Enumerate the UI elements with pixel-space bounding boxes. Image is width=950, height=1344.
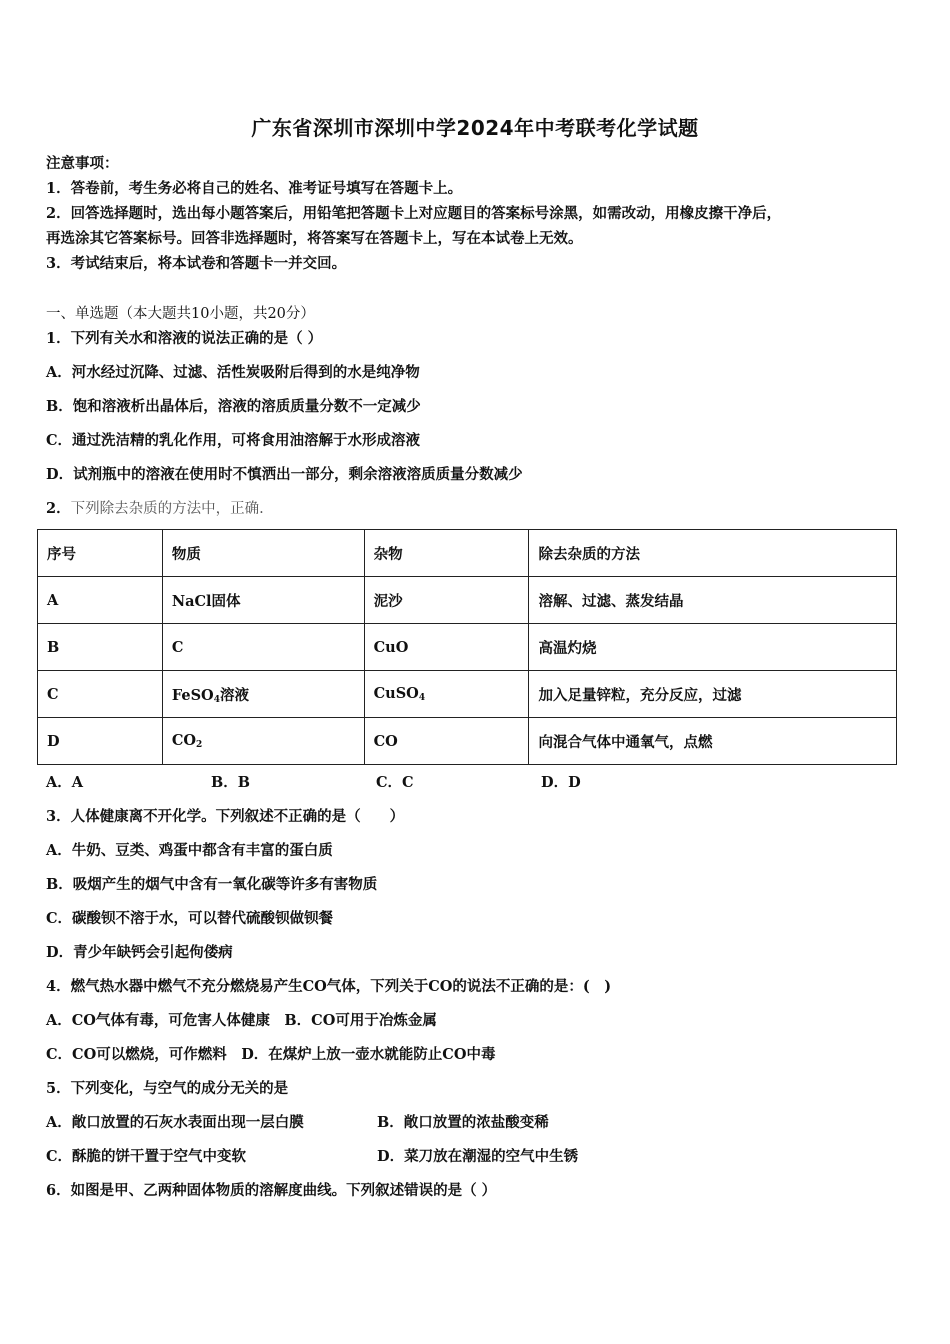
notice-item: 2．回答选择题时，选出每小题答案后，用铅笔把答题卡上对应题目的答案标号涂黑，如需改动，用橡皮擦干净后，: [46, 205, 782, 222]
section-heading: 一、单选题（本大题共10小题，共20分）: [46, 306, 315, 322]
q4-options-ab: A．CO气体有毒，可危害人体健康 B．CO可用于冶炼金属: [46, 1012, 437, 1029]
notice-item: 1．答卷前，考生务必将自己的姓名、准考证号填写在答题卡上。: [46, 180, 463, 197]
notice-item: 再选涂其它答案标号。回答非选择题时，将答案写在答题卡上，写在本试卷上无效。: [46, 230, 583, 247]
impurity-table: [37, 529, 897, 765]
q6-stem: 6．如图是甲、乙两种固体物质的溶解度曲线。下列叙述错误的是（ ）: [46, 1182, 497, 1199]
q1-option-a: A．河水经过沉降、过滤、活性炭吸附后得到的水是纯净物: [46, 364, 420, 381]
q3-option-c: C．碳酸钡不溶于水，可以替代硫酸钡做钡餐: [46, 910, 334, 927]
subscript: 4: [213, 694, 220, 705]
q5-stem: 5．下列变化，与空气的成分无关的是: [46, 1080, 289, 1097]
table-header: 序号: [38, 530, 163, 577]
q2-option-b: B．B: [211, 774, 251, 791]
formula-suffix: 溶液: [219, 686, 249, 704]
q4-options-cd: C．CO可以燃烧，可作燃料 D．在煤炉上放一壶水就能防止CO中毒: [46, 1046, 496, 1063]
row-substance: [162, 718, 364, 765]
row-id: B: [38, 624, 163, 671]
q2-option-d: D．D: [541, 774, 581, 791]
q1-option-c: C．通过洗洁精的乳化作用，可将食用油溶解于水形成溶液: [46, 432, 421, 449]
q3-option-b: B．吸烟产生的烟气中含有一氧化碳等许多有害物质: [46, 876, 378, 893]
row-id: A: [38, 577, 163, 624]
q1-option-b: B．饱和溶液析出晶体后，溶液的溶质质量分数不一定减少: [46, 398, 421, 415]
row-substance: NaCl固体: [162, 577, 364, 624]
row-method: 加入足量锌粒，充分反应，过滤: [529, 671, 897, 718]
notice-item: 3．考试结束后，将本试卷和答题卡一并交回。: [46, 255, 347, 272]
table-row: [38, 718, 897, 765]
row-method: 高温灼烧: [529, 624, 897, 671]
q1-stem: 1．下列有关水和溶液的说法正确的是（ ）: [46, 330, 323, 347]
q3-stem: 3．人体健康离不开化学。下列叙述不正确的是（ ）: [46, 808, 405, 825]
subscript: 2: [196, 740, 203, 750]
subscript: 4: [418, 693, 426, 703]
formula: CuSO: [373, 685, 419, 702]
q5-option-d: D．菜刀放在潮湿的空气中生锈: [377, 1148, 579, 1165]
q5-option-a: A．敞口放置的石灰水表面出现一层白膜: [46, 1114, 304, 1131]
row-substance: C: [162, 624, 364, 671]
table-header: 杂物: [364, 530, 529, 577]
row-id: C: [38, 671, 163, 718]
row-substance: [162, 671, 364, 718]
row-id: D: [38, 718, 163, 765]
formula: FeSO: [171, 686, 214, 704]
notice-heading: 注意事项：: [46, 155, 119, 172]
q2-text: 下列除去杂质的方法中，正确.: [70, 501, 264, 517]
q2-option-c: C．C: [376, 774, 414, 791]
table-row: [38, 671, 897, 718]
q5-option-b: B．敞口放置的浓盐酸变稀: [377, 1114, 549, 1131]
q1-option-d: D．试剂瓶中的溶液在使用时不慎洒出一部分，剩余溶液溶质质量分数减少: [46, 466, 523, 483]
q3-option-a: A．牛奶、豆类、鸡蛋中都含有丰富的蛋白质: [46, 842, 333, 859]
row-impurity: 泥沙: [364, 577, 529, 624]
table-row: [38, 577, 897, 624]
row-method: 溶解、过滤、蒸发结晶: [529, 577, 897, 624]
row-impurity: [364, 671, 529, 718]
row-impurity: CuO: [364, 624, 529, 671]
q5-option-c: C．酥脆的饼干置于空气中变软: [46, 1148, 247, 1165]
q2-stem: [46, 497, 264, 518]
row-impurity: CO: [364, 718, 529, 765]
table-header-row: [38, 530, 897, 577]
table-header: 除去杂质的方法: [529, 530, 897, 577]
table-header: 物质: [162, 530, 364, 577]
table-row: [38, 624, 897, 671]
q4-stem: 4．燃气热水器中燃气不充分燃烧易产生CO气体，下列关于CO的说法不正确的是：( ): [46, 978, 612, 995]
page-title: 广东省深圳市深圳中学2024年中考联考化学试题: [251, 116, 699, 140]
formula: CO: [171, 732, 197, 749]
q2-number: 2．: [46, 500, 71, 517]
q2-option-a: A．A: [46, 774, 84, 791]
row-method: 向混合气体中通氧气，点燃: [529, 718, 897, 765]
q3-option-d: D．青少年缺钙会引起佝偻病: [46, 944, 233, 961]
